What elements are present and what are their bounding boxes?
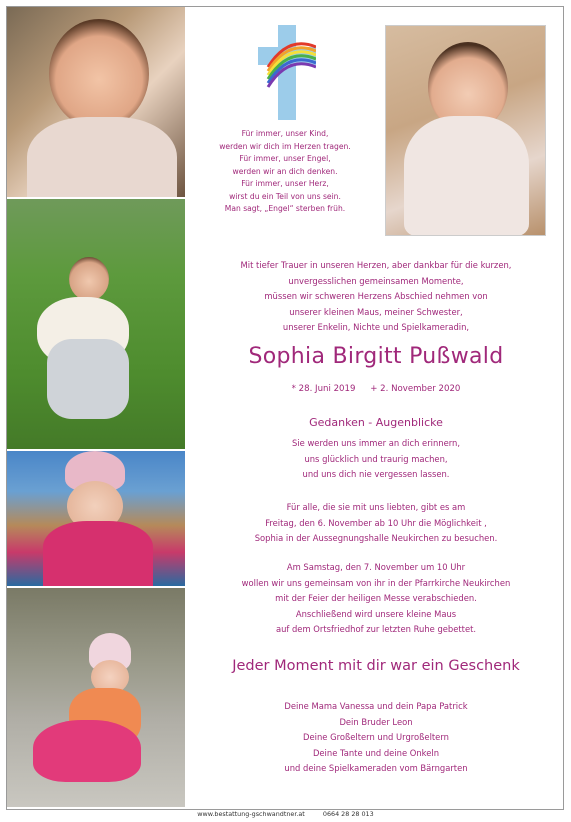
photo-child-pink-ride-on-gravel xyxy=(7,588,185,807)
visitation-text xyxy=(190,500,562,547)
photo-column xyxy=(7,7,185,807)
funeral-line: auf dem Ortsfriedhof zur letzten Ruhe gebettet. xyxy=(275,624,477,634)
family-line: Deine Mama Vanessa und dein Papa Patrick xyxy=(284,701,468,711)
intro-text xyxy=(190,258,562,336)
photo-child-pink-jacket xyxy=(7,451,185,586)
photo-child-eating xyxy=(7,7,185,197)
poem-line: Man sagt, „Engel“ sterben früh. xyxy=(224,204,346,213)
thoughts-heading: Gedanken - Augenblicke xyxy=(309,416,443,429)
birth-date: * 28. Juni 2019 xyxy=(291,384,356,394)
thoughts-line: Sie werden uns immer an dich erinnern, xyxy=(291,438,460,448)
visitation-line: Freitag, den 6. November ab 10 Uhr die Möglichkeit , xyxy=(265,517,487,528)
thoughts-line: uns glücklich und traurig machen, xyxy=(304,453,448,464)
photo-child-sitting xyxy=(385,25,546,236)
deceased-name: Sophia Birgitt Pußwald xyxy=(248,344,504,369)
poem-line: Für immer, unser Herz, xyxy=(241,179,329,188)
poem-line: Für immer, unser Engel, xyxy=(239,154,331,163)
family-signatures xyxy=(190,699,562,777)
poem xyxy=(196,128,374,216)
footer-website: www.bestattung-gschwandtner.at xyxy=(197,810,305,818)
visitation-line: Sophia in der Aussegnungshalle Neukirchen zu besuchen. xyxy=(254,533,498,543)
funeral-text xyxy=(190,560,562,638)
poem-line: werden wir dich im Herzen tragen. xyxy=(219,141,351,151)
funeral-line: Am Samstag, den 7. November um 10 Uhr xyxy=(286,562,466,572)
intro-line: unserer Enkelin, Nichte und Spielkameradin, xyxy=(282,322,470,332)
intro-line: müssen wir schweren Herzens Abschied nehmen von xyxy=(264,291,488,301)
poem-line: Für immer, unser Kind, xyxy=(241,129,329,138)
footer xyxy=(0,810,571,818)
death-date: + 2. November 2020 xyxy=(370,384,461,394)
visitation-line: Für alle, die sie mit uns liebten, gibt es am xyxy=(286,502,466,512)
funeral-line: mit der Feier der heiligen Messe verabschieden. xyxy=(275,593,477,603)
poem-line: wirst du ein Teil von uns sein. xyxy=(229,191,341,201)
rainbow-cross-icon xyxy=(258,25,316,120)
photo-child-ride-on-toy-grass xyxy=(7,199,185,449)
funeral-line: wollen wir uns gemeinsam von ihr in der Pfarrkirche Neukirchen xyxy=(241,577,511,588)
life-dates xyxy=(190,384,562,394)
footer-phone: 0664 28 28 013 xyxy=(322,810,374,818)
family-line: und deine Spielkameraden vom Bärngarten xyxy=(284,763,468,773)
family-line: Deine Großeltern und Urgroßeltern xyxy=(303,732,449,742)
poem-line: werden wir an dich denken. xyxy=(232,166,338,176)
family-line: Dein Bruder Leon xyxy=(339,716,413,727)
intro-line: unvergesslichen gemeinsamen Momente, xyxy=(288,275,464,286)
thoughts-line: und uns dich nie vergessen lassen. xyxy=(302,469,450,479)
thoughts-text xyxy=(190,436,562,483)
intro-line: unserer kleinen Maus, meiner Schwester, xyxy=(289,306,463,317)
motto: Jeder Moment mit dir war ein Geschenk xyxy=(232,658,520,674)
intro-line: Mit tiefer Trauer in unseren Herzen, aber dankbar für die kurzen, xyxy=(240,260,512,270)
family-line: Deine Tante und deine Onkeln xyxy=(312,747,440,758)
funeral-line: Anschließend wird unsere kleine Maus xyxy=(295,608,457,619)
